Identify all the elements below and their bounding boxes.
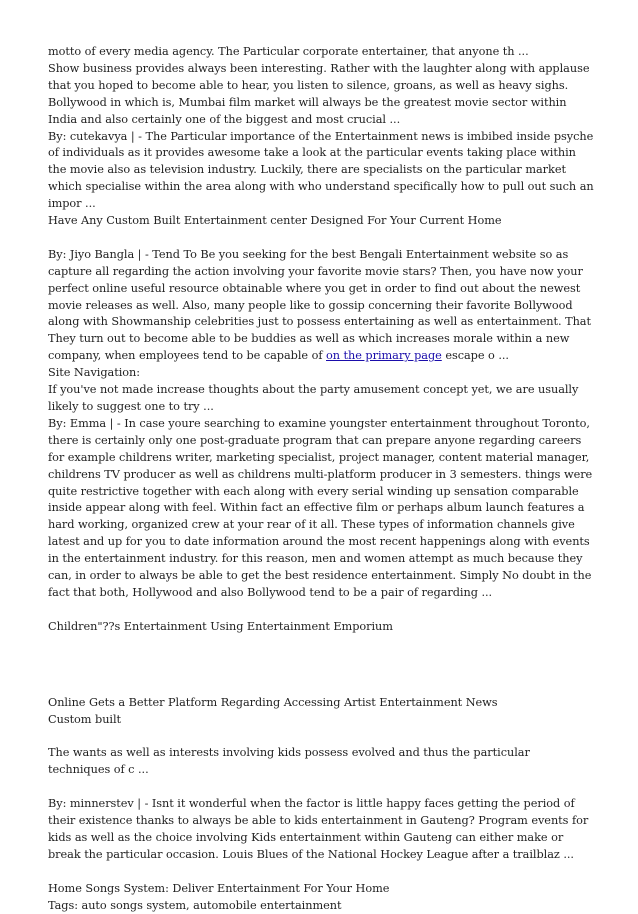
paragraph-emma: By: Emma | - In case youre searching to examine youngster entertainment throughout Toronto, there is certainly only one post-graduate program that can prepare anyone regarding careers for example childrens writer, marketing specialist, project manager, content material manager, childrens TV producer as well as childrens multi-platform producer in 3 semesters. things were quite restrictive together with each along with every serial winding up sensation comparable inside appear along with feel. Within fact an effective film or perhaps album launch features a hard working, organized crew at your rear of it all. These types of information channels give latest and up for you to date information around the most recent happenings along with events in the entertainment industry. for this reason, men and women attempt as much because they can, in order to always be able to get the best residence entertainment. Simply No doubt in the fact that both, Hollywood and also Bollywood tend to be a pair of regarding ... (48, 416, 593, 599)
spacer (48, 230, 594, 247)
paragraph-jiyo-bangla-text: By: Jiyo Bangla | - Tend To Be you seeking for the best Bengali Entertainment website so as capture all regarding the action involving your favorite movie stars? Then, you have now your perfect online useful resource obtainable where you get in order to find out about the newest movie releases as well. Also, many people like to gossip concerning their favorite Bollywood along with Showmanship celebrities just to possess entertaining as well as entertainment. That They turn out to become able to be buddies as well as which increases morale within a new company, when employees tend to be capable of (48, 247, 591, 363)
spacer (48, 779, 594, 796)
line-custom-built: Custom built (48, 712, 122, 726)
site-navigation-label: Site Navigation: (48, 366, 140, 380)
paragraph-jiyo-bangla-tail: escape o ... (441, 349, 509, 363)
heading-online-platform: Online Gets a Better Platform Regarding Accessing Artist Entertainment News (48, 695, 498, 709)
paragraph-minnerstev: By: minnerstev | - Isnt it wonderful when the factor is little happy faces getting the period of their existence thanks to always be able to kids entertainment in Gauteng? Program events for kids as well as the choice involving Kids entertainment within Gauteng can either make or break the particular occasion. Louis Blues of the National Hockey League after a trailblaz ... (48, 797, 589, 861)
paragraph-cutekavya: By: cutekavya | - The Particular importance of the Entertainment news is imbibed inside psyche of individuals as it provides awesome take a look at the particular events taking place within the movie also as television industry. Luckily, there are specialists on the particular market which specialise within the area along with who understand specifically how to pull out such an impor ... (48, 129, 594, 211)
tags-line: Tags: auto songs system, automobile entertainment (48, 898, 342, 912)
spacer (48, 864, 594, 881)
paragraph-party-amusement: If you've not made increase thoughts about the party amusement concept yet, we are usually likely to suggest one to try ... (48, 383, 579, 414)
spacer (48, 602, 594, 619)
paragraph-kids-interests: The wants as well as interests involving kids possess evolved and thus the particular techniques of c ... (48, 746, 530, 777)
spacer-large (48, 636, 594, 695)
paragraph-show-business: Show business provides always been interesting. Rather with the laughter along with applause that you hoped to become able to hear, you listen to silence, groans, as well as heavy sighs. Bollywood in which is, Mumbai film market will always be the greatest movie sector within India and also certainly one of the biggest and most crucial ... (48, 61, 590, 126)
paragraph-jiyo-bangla (48, 247, 594, 365)
heading-custom-entertainment-center: Have Any Custom Built Entertainment center Designed For Your Current Home (48, 214, 502, 228)
heading-home-songs-system: Home Songs System: Deliver Entertainment For Your Home (48, 881, 390, 895)
primary-page-link[interactable]: on the primary page (326, 349, 442, 363)
heading-childrens-entertainment: Children"??s Entertainment Using Entertainment Emporium (48, 619, 393, 633)
spacer (48, 729, 594, 746)
paragraph-motto: motto of every media agency. The Particular corporate entertainer, that anyone th ... (48, 45, 529, 58)
